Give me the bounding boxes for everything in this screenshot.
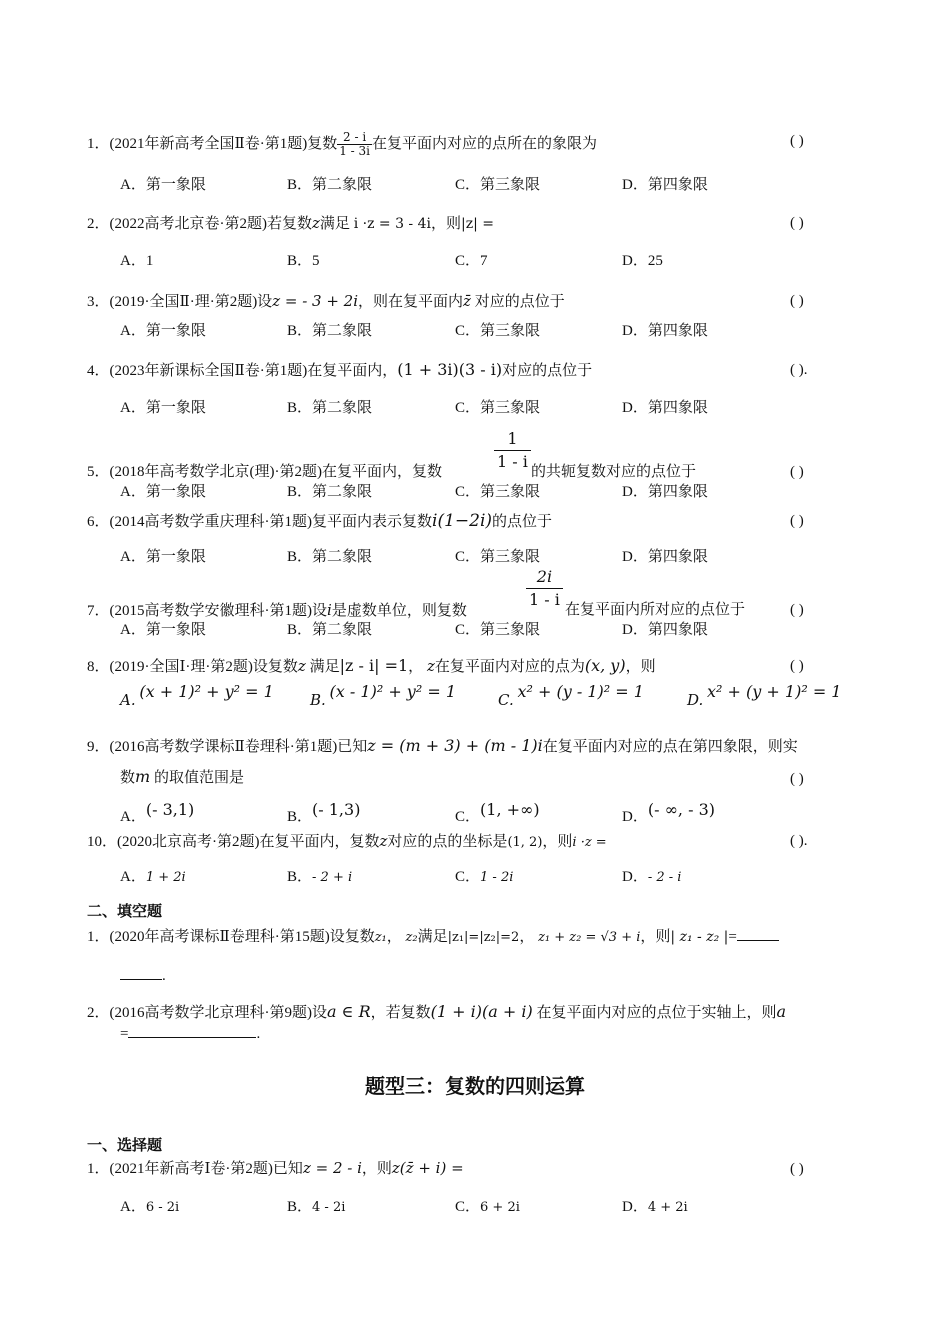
option-c[interactable]: C．1 - 2i xyxy=(455,869,514,885)
option-c[interactable]: C．第三象限 xyxy=(455,484,541,500)
option-a[interactable]: A．第一象限 xyxy=(120,400,206,416)
option-d[interactable]: D．4 + 2i xyxy=(622,1199,688,1215)
q5-stem: 5．(2018年高考数学北京(理)·第2题)在复平面内，复数 xyxy=(87,464,442,480)
option-d[interactable]: D．(- ∞, - 3) xyxy=(622,800,715,825)
fraction: $\frac{1}{1 - i}$ xyxy=(494,428,531,473)
option-a[interactable]: A．6 - 2i xyxy=(120,1199,180,1215)
fraction: $\frac{2 - i}{1 - 3i}$ xyxy=(339,130,370,158)
option-b[interactable]: B．第二象限 xyxy=(287,177,373,193)
q1-stem: 1．(2021年新高考全国Ⅱ卷·第1题)复数 $\frac{2 - i}{1 - 3i}$ 在复平面内对应的点所在的象限为 xyxy=(87,130,598,158)
answer-blank[interactable] xyxy=(128,1037,256,1038)
option-d[interactable]: D．第四象限 xyxy=(622,323,708,339)
option-d[interactable]: D. x² + (y + 1)² = 1 xyxy=(687,682,842,709)
answer-blank[interactable] xyxy=(737,940,779,941)
option-c[interactable]: C．(1, +∞) xyxy=(455,800,540,825)
option-a[interactable]: A．第一象限 xyxy=(120,622,206,638)
option-a[interactable]: A．第一象限 xyxy=(120,549,206,565)
answer-bracket: ( ) xyxy=(790,293,804,309)
q4-stem: 4．(2023年新课标全国Ⅱ卷·第1题)在复平面内，(1 + 3i)(3 - i)对应的点位于 xyxy=(87,360,593,379)
answer-bracket: ( ) xyxy=(790,1161,804,1177)
option-a[interactable]: A．1 xyxy=(120,253,154,269)
option-a[interactable]: A．第一象限 xyxy=(120,323,206,339)
fraction: $\frac{2i}{1 - i}$ xyxy=(526,566,563,611)
option-b[interactable]: B．4 - 2i xyxy=(287,1199,346,1215)
q9-stem: 9．(2016高考数学课标Ⅱ卷理科·第1题)已知z = (m + 3) + (m - 1)i在复平面内对应的点在第四象限，则实 xyxy=(87,736,798,755)
q7-stem-tail: 在复平面内所对应的点位于 xyxy=(565,602,746,618)
answer-bracket: ( ). xyxy=(790,362,808,378)
option-b[interactable]: B．- 2 + i xyxy=(287,869,353,885)
option-c[interactable]: C．6 + 2i xyxy=(455,1199,520,1215)
q10-stem: 10．(2020北京高考·第2题)在复平面内，复数z对应的点的坐标是(1, 2)，则i ·z = xyxy=(87,832,607,850)
option-b[interactable]: B．第二象限 xyxy=(287,622,373,638)
answer-bracket: ( ) xyxy=(790,513,804,529)
section-title: 题型三：复数的四则运算 xyxy=(365,1074,585,1098)
q3-stem: 3．(2019·全国Ⅱ·理·第2题)设z = - 3 + 2i，则在复平面内z̄ 对应的点位于 xyxy=(87,292,565,310)
option-c[interactable]: C. x² + (y - 1)² = 1 xyxy=(498,682,644,709)
option-d[interactable]: D．第四象限 xyxy=(622,177,708,193)
option-d[interactable]: D．- 2 - i xyxy=(622,869,682,885)
option-b[interactable]: B．第二象限 xyxy=(287,400,373,416)
option-a[interactable]: A．第一象限 xyxy=(120,177,206,193)
s1-stem: 1．(2021年新高考Ⅰ卷·第2题)已知z = 2 - i，则z(z̄ + i) = xyxy=(87,1159,464,1177)
q9-stem-line2: 数m 的取值范围是 xyxy=(120,767,244,786)
option-a[interactable]: A．(- 3,1) xyxy=(120,800,195,825)
answer-bracket: ( ) xyxy=(790,133,804,149)
q8-stem: 8．(2019·全国Ⅰ·理·第2题)设复数z 满足|z - i| =1， z在复平面内对应的点为(x, y)，则 xyxy=(87,656,656,675)
option-a[interactable]: A. (x + 1)² + y² = 1 xyxy=(120,682,274,709)
option-c[interactable]: C．第三象限 xyxy=(455,323,541,339)
option-c[interactable]: C．7 xyxy=(455,253,488,269)
option-a[interactable]: A．第一象限 xyxy=(120,484,206,500)
option-c[interactable]: C．第三象限 xyxy=(455,549,541,565)
option-c[interactable]: C．第三象限 xyxy=(455,622,541,638)
answer-bracket: ( ). xyxy=(790,833,808,849)
option-b[interactable]: B．第二象限 xyxy=(287,549,373,565)
answer-bracket: ( ) xyxy=(790,658,804,674)
option-d[interactable]: D．第四象限 xyxy=(622,549,708,565)
option-d[interactable]: D．第四象限 xyxy=(622,484,708,500)
option-d[interactable]: D．25 xyxy=(622,253,663,269)
answer-bracket: ( ) xyxy=(790,215,804,231)
option-c[interactable]: C．第三象限 xyxy=(455,177,541,193)
f2-stem: 2．(2016高考数学北京理科·第9题)设a ∈ R，若复数(1 + i)(a + i) 在复平面内对应的点位于实轴上，则a xyxy=(87,1002,787,1021)
f1-stem-line2: . xyxy=(120,966,166,986)
q2-stem: 2．(2022高考北京卷·第2题)若复数z满足 i ·z = 3 - 4i，则|z| = xyxy=(87,214,495,232)
section-heading: 二、填空题 xyxy=(87,902,163,920)
option-b[interactable]: B. (x - 1)² + y² = 1 xyxy=(310,682,457,709)
option-b[interactable]: B．(- 1,3) xyxy=(287,800,361,825)
answer-blank[interactable] xyxy=(120,979,162,980)
answer-bracket: ( ) xyxy=(790,464,804,480)
answer-bracket: ( ) xyxy=(790,602,804,618)
answer-bracket: ( ) xyxy=(790,771,804,787)
option-d[interactable]: D．第四象限 xyxy=(622,400,708,416)
section-heading: 一、选择题 xyxy=(87,1136,163,1154)
f2-stem-line2: = . xyxy=(120,1026,261,1042)
option-a[interactable]: A．1 + 2i xyxy=(120,869,186,885)
option-b[interactable]: B．5 xyxy=(287,253,320,269)
option-b[interactable]: B．第二象限 xyxy=(287,484,373,500)
option-c[interactable]: C．第三象限 xyxy=(455,400,541,416)
q5-stem-tail: 的共轭复数对应的点位于 xyxy=(531,464,697,480)
f1-stem: 1．(2020年高考课标Ⅱ卷理科·第15题)设复数z₁， z₂满足|z₁|=|z₂|=2， z₁ + z₂ = √3 + i，则| z₁ - z₂ |= xyxy=(87,927,779,948)
option-b[interactable]: B．第二象限 xyxy=(287,323,373,339)
question-number: 1． xyxy=(87,135,110,152)
option-d[interactable]: D．第四象限 xyxy=(622,622,708,638)
q6-stem: 6．(2014高考数学重庆理科·第1题)复平面内表示复数i(1−2i)的点位于 xyxy=(87,511,553,531)
q7-stem: 7．(2015高考数学安徽理科·第1题)设i是虚数单位，则复数 xyxy=(87,601,467,619)
